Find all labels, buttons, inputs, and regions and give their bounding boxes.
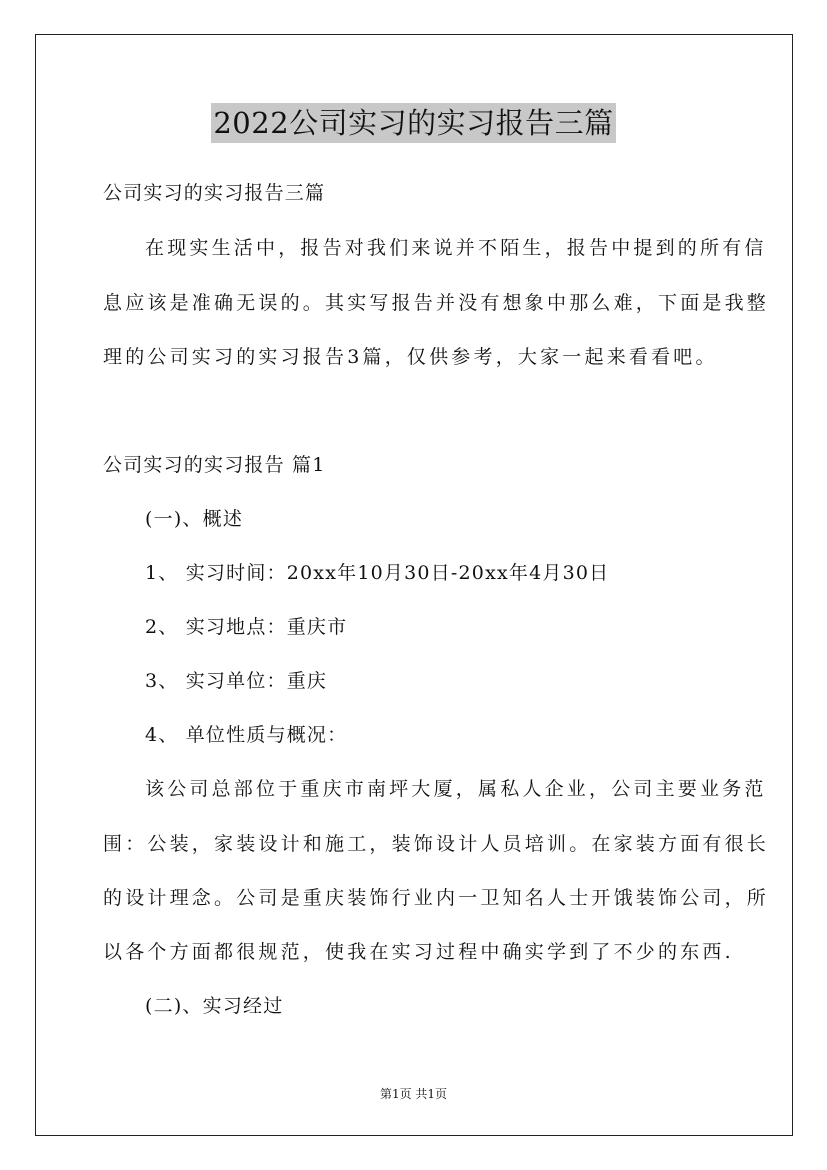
part1-heading: (一)、概述 — [145, 508, 244, 530]
company-para-line-2: 围：公装，家装设计和施工，装饰设计人员培训。在家装方面有很长 — [103, 833, 770, 855]
company-para-line-4: 以各个方面都很规范，使我在实习过程中确实学到了不少的东西. — [103, 941, 734, 963]
company-para-line-3: 的设计理念。公司是重庆装饰行业内一卫知名人士开饿装饰公司，所 — [103, 887, 770, 909]
intro-line-3: 理的公司实习的实习报告3篇，仅供参考，大家一起来看看吧。 — [103, 346, 718, 368]
section-heading: 公司实习的实习报告 篇1 — [103, 454, 326, 476]
intro-line-2: 息应该是准确无误的。其实写报告并没有想象中那么难，下面是我整 — [103, 292, 770, 314]
intro-line-1: 在现实生活中，报告对我们来说并不陌生，报告中提到的所有信 — [145, 237, 767, 259]
subtitle: 公司实习的实习报告三篇 — [103, 182, 326, 204]
company-para-line-1: 该公司总部位于重庆市南坪大厦，属私人企业，公司主要业务范 — [145, 778, 767, 800]
page-footer: 第1页 共1页 — [379, 1087, 448, 1101]
list-item: 4、 单位性质与概况： — [145, 724, 348, 746]
list-item: 3、 实习单位：重庆 — [145, 670, 328, 692]
part2-heading: (二)、实习经过 — [145, 995, 284, 1017]
document-title: 2022公司实习的实习报告三篇 — [211, 103, 615, 143]
list-item: 2、 实习地点：重庆市 — [145, 616, 348, 638]
list-item: 1、 实习时间：20xx年10月30日-20xx年4月30日 — [145, 562, 610, 584]
title-container — [0, 103, 827, 143]
